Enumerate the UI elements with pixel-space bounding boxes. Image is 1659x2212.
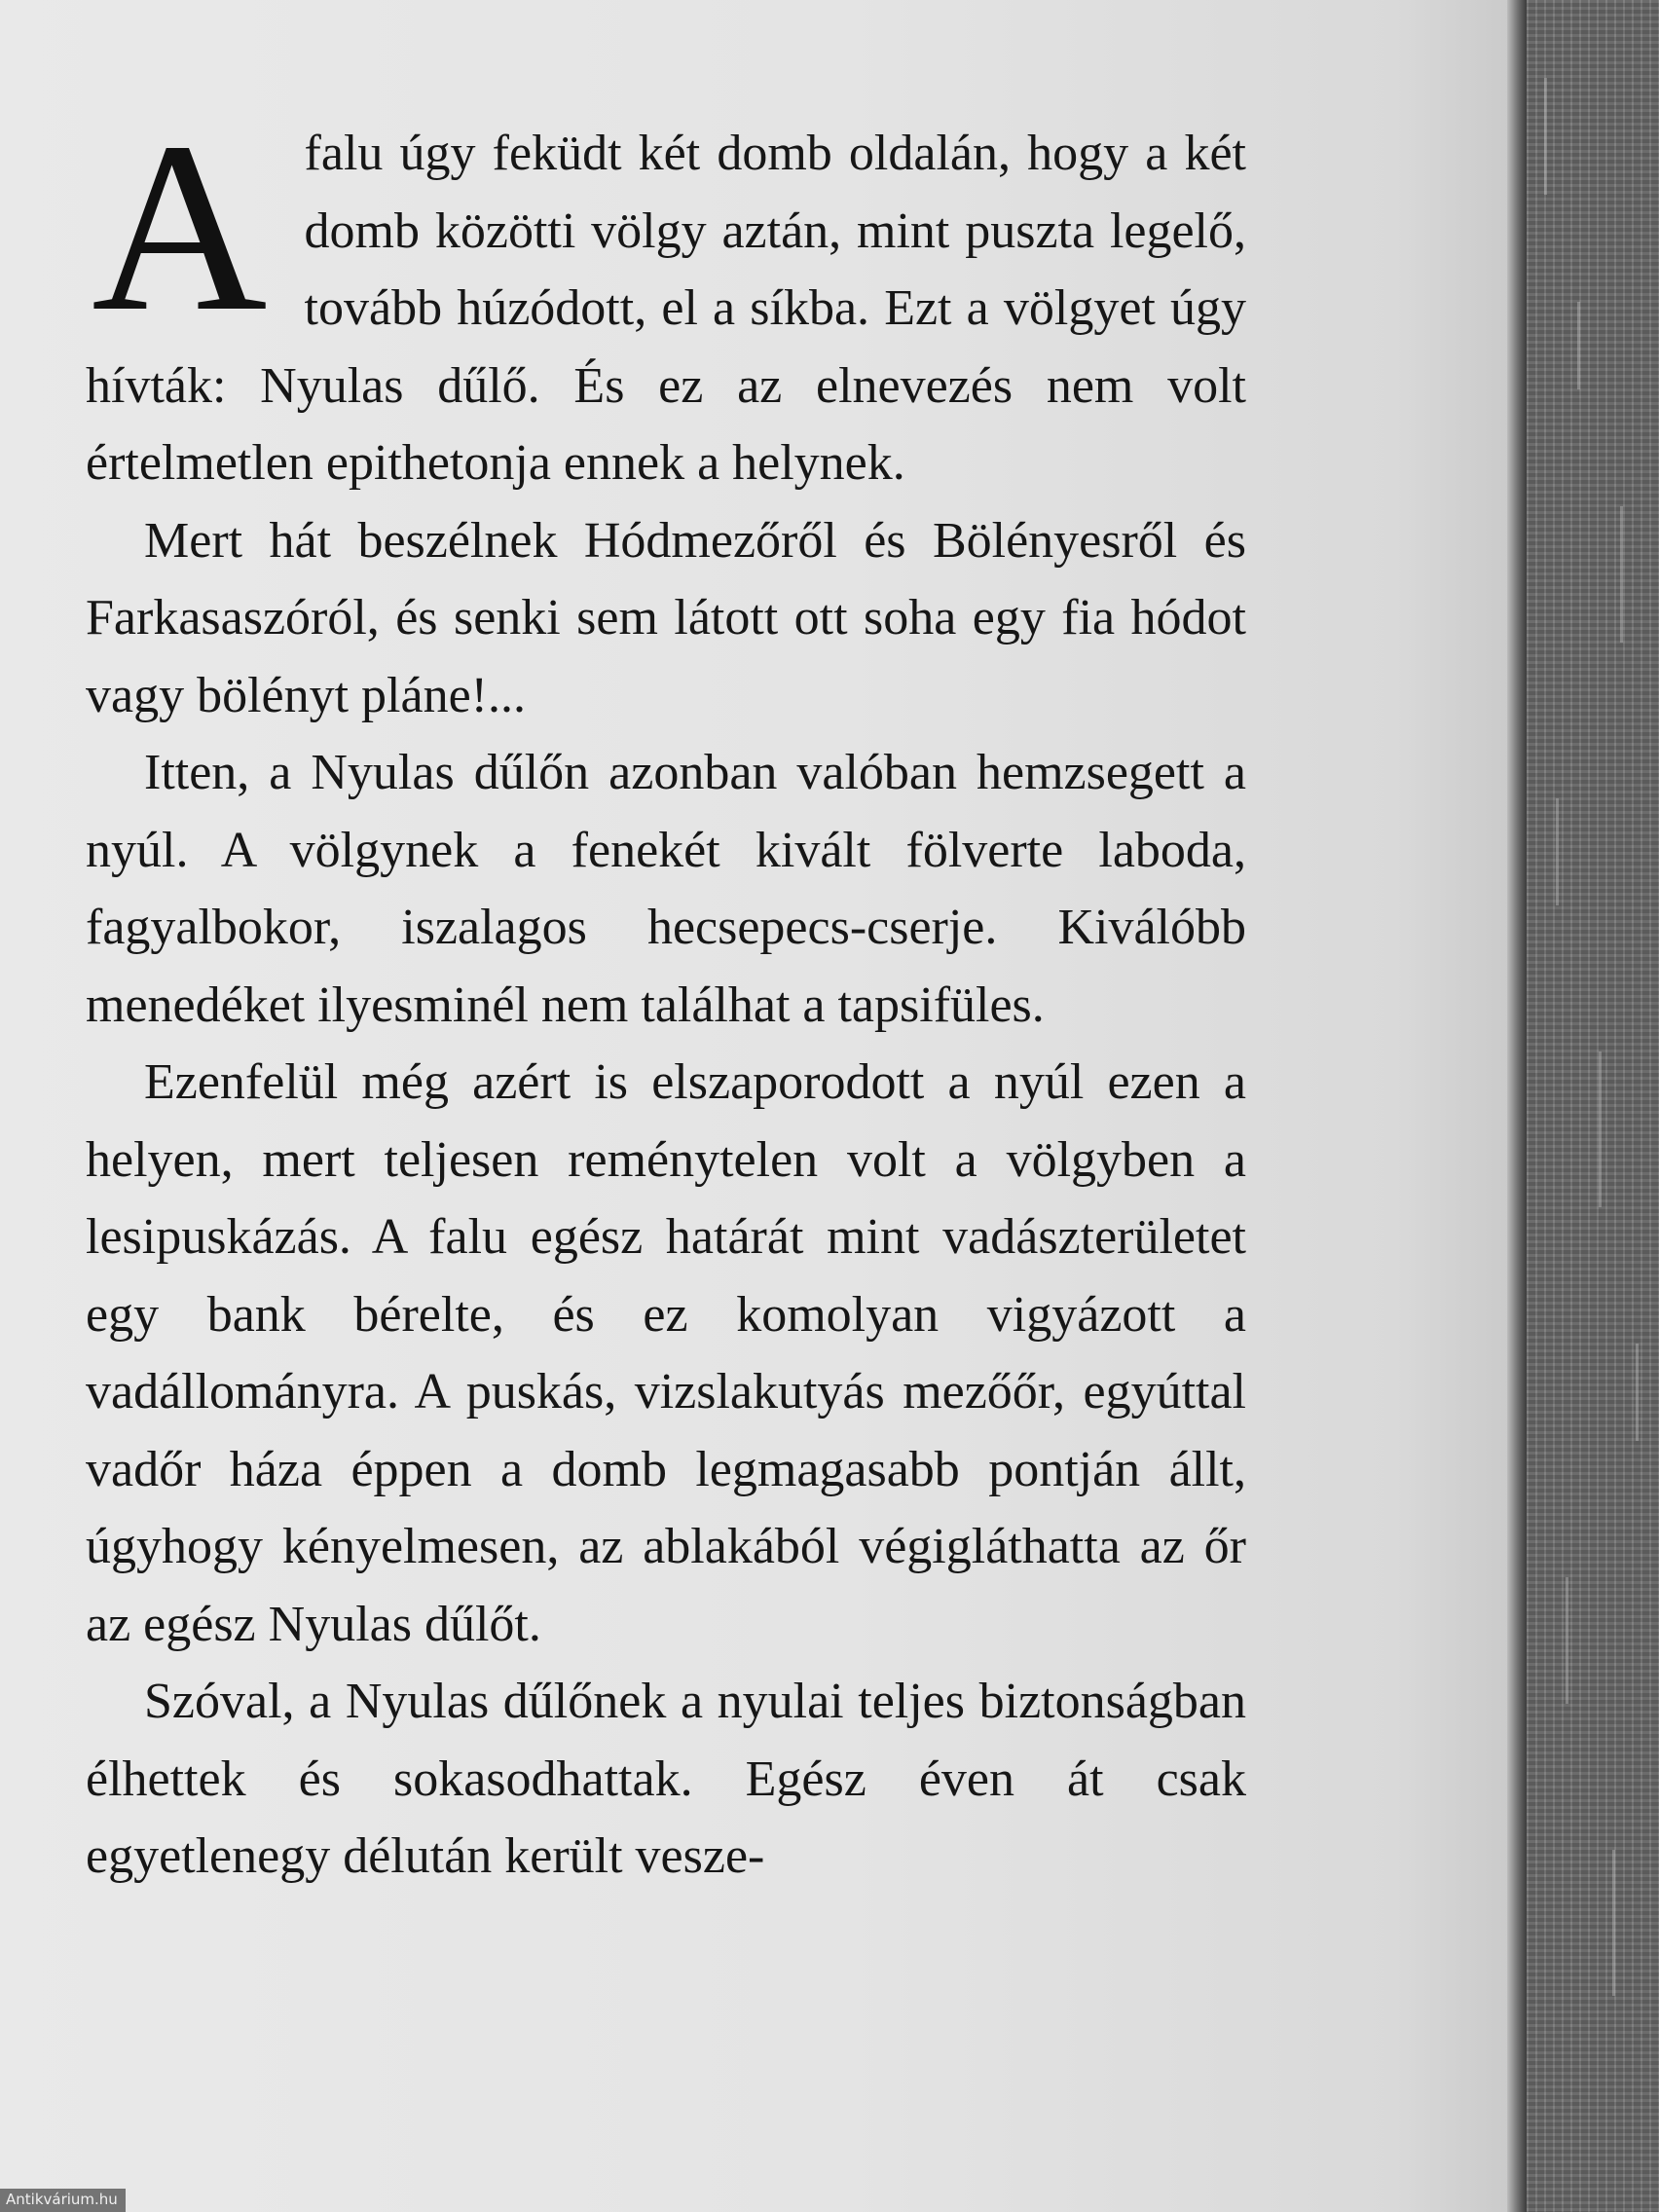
paragraph-1-text: falu úgy feküdt két domb oldalán, hogy a két domb közötti völgy aztán, mint puszta legelő, tovább húzódott, el a síkba. Ezt a völgyet úgy hívták: Nyulas dűlő. És ez az elnevezés nem volt értelmetlen epithetonja ennek a helynek. — [86, 126, 1246, 491]
paragraph-3: Itten, a Nyulas dűlőn azonban valóban hemzsegett a nyúl. A völgynek a fenekét kivált fölverte laboda, fagyalbokor, iszalagos hecsepecs-cserje. Kiválóbb menedéket ilyesminél nem találhat a tapsifüles. — [86, 745, 1246, 1033]
body-text — [86, 92, 1246, 1896]
paper-grain — [1620, 506, 1623, 643]
paragraph-5: Szóval, a Nyulas dűlőnek a nyulai teljes biztonságban élhettek és sokasodhattak. Egész éven át csak egyetlenegy délután került vesze- — [86, 1674, 1246, 1884]
drop-cap-letter: A — [92, 92, 268, 362]
paper-grain — [1556, 798, 1559, 905]
watermark-label: Antikvárium.hu — [0, 2189, 126, 2212]
page-edge-shadow — [1507, 0, 1527, 2212]
paper-grain — [1612, 1850, 1615, 1996]
paper-grain — [1566, 1577, 1568, 1704]
paper-grain — [1636, 1344, 1639, 1441]
paragraph-4: Ezenfelül még azért is elszaporodott a nyúl ezen a helyen, mert teljesen reménytelen volt a völgyben a lesipuskázás. A falu egész határát mint vadászterületet egy bank bérelte, és ez komolyan vigyázott a vadállományra. A puskás, vizslakutyás mezőőr, egyúttal vadőr háza éppen a domb legmagasabb pontján állt, úgyhogy kényelmesen, az ablakából végigláthatta az őr az egész Nyulas dűlőt. — [86, 1054, 1246, 1652]
paper-grain — [1577, 302, 1580, 389]
adjacent-page-edge — [1527, 0, 1659, 2212]
paragraph-2: Mert hát beszélnek Hódmezőről és Bölényesről és Farkasaszóról, és senki sem látott ott soha egy fia hódot vagy bölényt pláne!... — [86, 512, 1246, 723]
paper-grain — [1544, 78, 1547, 195]
paper-grain — [1599, 1051, 1602, 1207]
paragraph-1 — [86, 92, 1246, 502]
